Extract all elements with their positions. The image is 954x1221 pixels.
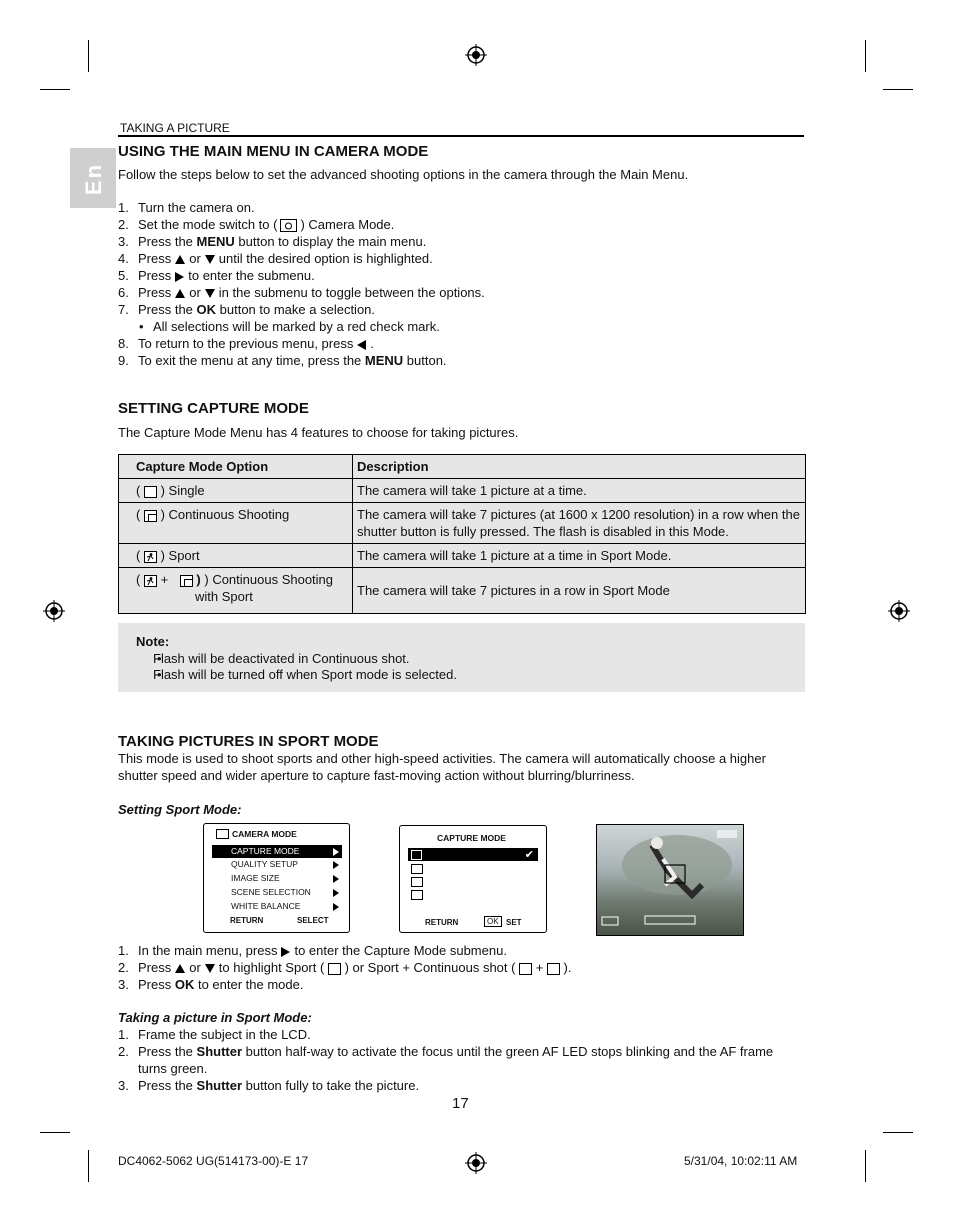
language-tab: En — [70, 148, 116, 208]
note-item: • Flash will be turned off when Sport mode is selected. — [136, 666, 475, 683]
section-intro: Follow the steps below to set the advanced shooting options in the camera through the Main Menu. — [118, 167, 689, 182]
list-item: 3. Press the MENU button to display the main menu. — [118, 234, 427, 249]
up-arrow-icon — [175, 289, 185, 298]
note-item: • Flash will be deactivated in Continuous shot. — [136, 650, 428, 667]
continuous-shot-icon[interactable] — [411, 864, 423, 874]
header-rule — [118, 135, 804, 137]
footer-right: 5/31/04, 10:02:11 AM — [684, 1154, 798, 1168]
table-header: Capture Mode Option — [119, 455, 353, 479]
registration-mark-icon — [465, 1152, 487, 1174]
single-shot-icon — [144, 486, 157, 498]
registration-mark-icon — [43, 600, 65, 622]
list-item: 3. Press the Shutter button fully to take the picture. — [118, 1078, 420, 1093]
list-item: 1. Turn the camera on. — [118, 200, 255, 215]
table-cell: The camera will take 7 pictures in a row in Sport Mode — [353, 568, 806, 614]
table-cell: ( ) Sport — [119, 544, 353, 568]
down-arrow-icon — [205, 289, 215, 298]
registration-mark-icon — [888, 600, 910, 622]
list-item: 9. To exit the menu at any time, press the MENU button. — [118, 353, 447, 368]
list-item: 8. To return to the previous menu, press . — [118, 336, 374, 351]
list-item: 3. Press OK to enter the mode. — [118, 977, 304, 992]
sport-icon — [328, 963, 341, 975]
sport-icon[interactable] — [411, 877, 423, 887]
registration-mark-icon — [465, 44, 487, 66]
list-item: 5. Press to enter the submenu. — [118, 268, 315, 283]
crop-mark — [883, 89, 913, 90]
menu-item-image-size[interactable]: IMAGE SIZE — [212, 872, 342, 885]
section-title: TAKING PICTURES IN SPORT MODE — [118, 733, 379, 750]
crop-mark — [40, 89, 70, 90]
list-item: 6. Press or in the submenu to toggle between the options. — [118, 285, 485, 300]
left-arrow-icon — [357, 340, 366, 350]
table-header-row — [119, 455, 806, 479]
crop-mark — [883, 1132, 913, 1133]
list-item: 1. Frame the subject in the LCD. — [118, 1027, 311, 1042]
list-item: 2. Press or to highlight Sport ( ) or Sport + Continuous shot ( + ). — [118, 960, 572, 975]
list-item: 4. Press or until the desired option is highlighted. — [118, 251, 433, 266]
up-arrow-icon — [175, 255, 185, 264]
camera-icon — [216, 829, 229, 839]
menu-item-white-balance[interactable]: WHITE BALANCE — [212, 900, 342, 913]
sport-mode-preview-photo — [596, 824, 744, 936]
section-title: USING THE MAIN MENU IN CAMERA MODE — [118, 143, 429, 160]
continuous-shot-icon — [547, 963, 560, 975]
table-row — [119, 503, 806, 544]
crop-mark — [88, 1150, 89, 1182]
camera-icon — [280, 219, 297, 232]
list-item: 2. Press the Shutter button half-way to activate the focus until the green AF LED stops blinking and the AF frame turns green. — [118, 1044, 774, 1076]
capture-mode-table — [118, 454, 806, 614]
menu-item-scene-selection[interactable]: SCENE SELECTION — [212, 886, 342, 899]
list-item: • All selections will be marked by a red check mark. — [118, 318, 485, 335]
right-arrow-icon — [175, 272, 184, 282]
table-row — [119, 568, 806, 614]
steps-list — [118, 199, 485, 369]
table-cell: ( + ) ) Continuous Shooting with Sport — [119, 568, 353, 614]
sport-continuous-icon[interactable] — [411, 890, 423, 900]
steps-list — [118, 1026, 808, 1094]
select-label: SELECT — [297, 916, 329, 925]
table-row — [119, 544, 806, 568]
menu-title: CAMERA MODE — [232, 829, 297, 839]
table-cell: The camera will take 1 picture at a time in Sport Mode. — [353, 544, 806, 568]
table-header: Description — [353, 455, 806, 479]
section-intro: This mode is used to shoot sports and other high-speed activities. The camera will automatically choose a higher shutter speed and wider aperture to capture fast-moving action without blurring/blurriness. — [118, 751, 766, 783]
table-cell: ( ) Single — [119, 479, 353, 503]
menu-title: CAPTURE MODE — [437, 833, 506, 843]
list-item: 2. Set the mode switch to ( ) Camera Mode. — [118, 217, 395, 232]
crop-mark — [865, 1150, 866, 1182]
set-label: SET — [506, 918, 522, 927]
table-cell: The camera will take 7 pictures (at 1600 x 1200 resolution) in a row when the shutter button is fully pressed. The flash is disabled in this Mode. — [353, 503, 806, 544]
table-cell: ( ) Continuous Shooting — [119, 503, 353, 544]
crop-mark — [40, 1132, 70, 1133]
down-arrow-icon — [205, 255, 215, 264]
up-arrow-icon — [175, 964, 185, 973]
sport-icon — [144, 551, 157, 563]
subheading: Setting Sport Mode: — [118, 802, 242, 817]
sport-icon — [519, 963, 532, 975]
section-title: SETTING CAPTURE MODE — [118, 400, 309, 417]
camera-mode-menu-screen — [203, 823, 350, 933]
table-row — [119, 479, 806, 503]
right-arrow-icon — [281, 947, 290, 957]
menu-item-capture-mode[interactable]: CAPTURE MODE — [212, 845, 342, 858]
sport-icon — [144, 575, 157, 587]
continuous-shot-icon — [180, 575, 193, 587]
steps-list — [118, 942, 572, 993]
continuous-shot-icon — [144, 510, 157, 522]
note-box — [118, 623, 805, 692]
return-label: RETURN — [230, 916, 264, 925]
return-label: RETURN — [425, 918, 459, 927]
crop-mark — [88, 40, 89, 72]
footer-left: DC4062-5062 UG(514173-00)-E 17 — [118, 1154, 309, 1168]
menu-item-quality-setup[interactable]: QUALITY SETUP — [212, 858, 342, 871]
page-number: 17 — [452, 1095, 469, 1112]
capture-mode-submenu-screen — [399, 825, 547, 933]
ok-label: OK — [484, 916, 502, 927]
list-item: 7. Press the OK button to make a selection. — [118, 302, 376, 317]
section-intro: The Capture Mode Menu has 4 features to choose for taking pictures. — [118, 425, 519, 440]
down-arrow-icon — [205, 964, 215, 973]
subheading: Taking a picture in Sport Mode: — [118, 1010, 312, 1025]
option-single-selected[interactable]: ✔ — [408, 848, 538, 861]
note-title: Note: — [136, 634, 170, 649]
crop-mark — [865, 40, 866, 72]
running-header: TAKING A PICTURE — [120, 121, 230, 135]
table-cell: The camera will take 1 picture at a time. — [353, 479, 806, 503]
list-item: 1. In the main menu, press to enter the Capture Mode submenu. — [118, 943, 507, 958]
